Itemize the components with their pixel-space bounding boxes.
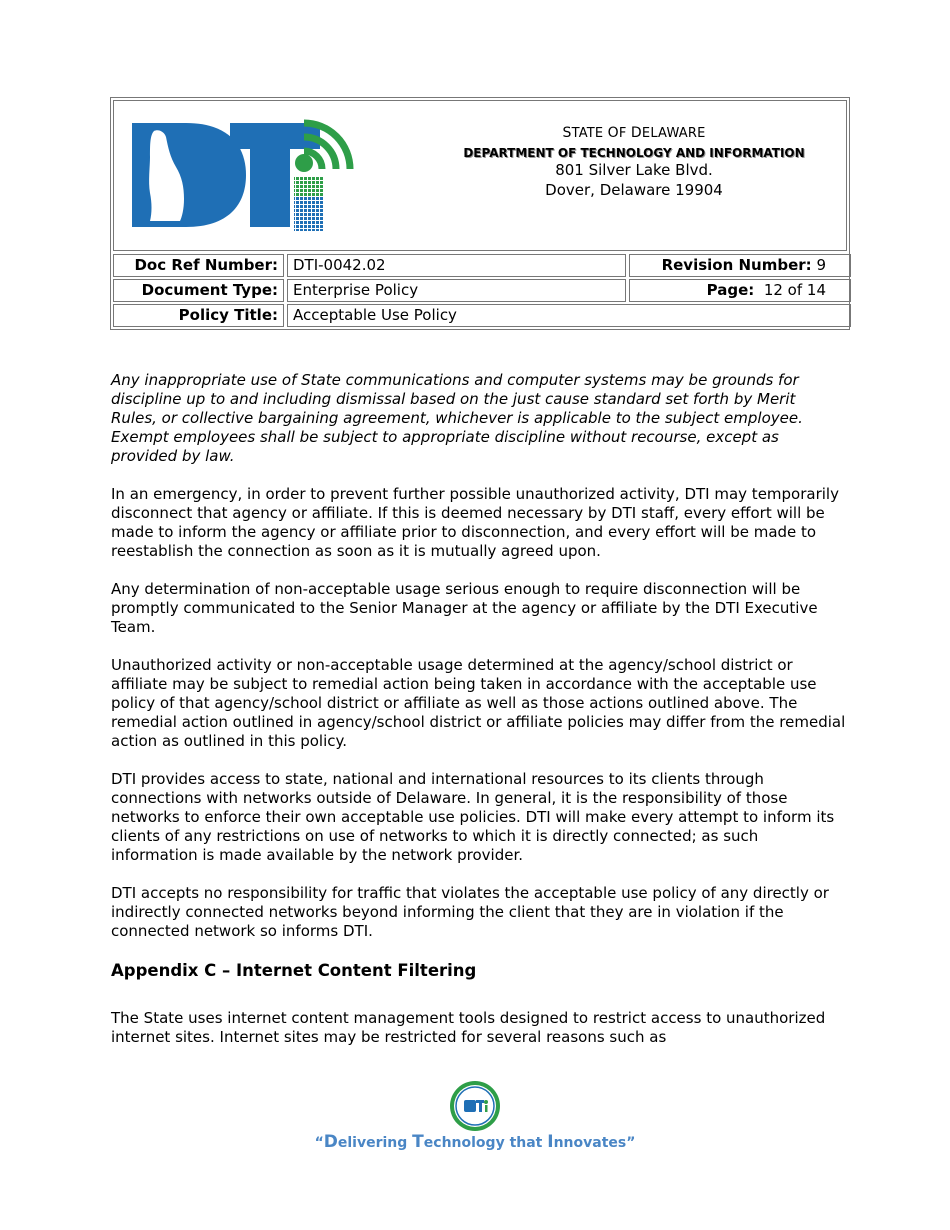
paragraph-unauthorized-activity: Unauthorized activity or non-acceptable usage determined at the agency/school district or affiliate may be subject to remedial action being taken in accordance with the acceptable use policy of that agency/school district or affiliate as well as those actions outlined above. The remedial action outlined in agency/school district or affiliate policies may differ from the remedial action as outlined in this policy. (111, 656, 846, 750)
policy-title-label: Policy Title: (113, 304, 284, 327)
paragraph-content-filtering: The State uses internet content management tools designed to restrict access to unauthorized internet sites. Internet sites may be restricted for several reasons such as (111, 1009, 826, 1046)
document-body (111, 371, 846, 1066)
paragraph-discipline: Any inappropriate use of State communications and computer systems may be grounds for discipline up to and including dismissal based on the just cause standard set forth by Merit Rules, or collective bargaining agreement, whichever is applicable to the subject employee. Exempt employees shall be subject to appropriate discipline without recourse, except as provided by law. (111, 371, 803, 465)
dti-logo-icon (128, 117, 354, 233)
paragraph-responsibility: DTI accepts no responsibility for traffic that violates the acceptable use policy of any directly or indirectly connected networks beyond informing the client that they are in violation if the connected network so informs DTI. (111, 884, 829, 940)
revision-label: Revision Number: (661, 256, 812, 274)
paragraph-access-resources: DTI provides access to state, national and international resources to its clients through connections with networks outside of Delaware. In general, it is the responsibility of those networks to enforce their own acceptable use policies. DTI will make every attempt to inform its clients of any restrictions on use of networks to which it is directly connected; as such information is made available by the network provider. (111, 770, 835, 864)
document-header (110, 97, 850, 330)
doc-ref-value: DTI-0042.02 (287, 254, 626, 277)
appendix-c-heading: Appendix C – Internet Content Filtering (111, 961, 477, 980)
organization-address (434, 125, 834, 200)
paragraph-emergency: In an emergency, in order to prevent further possible unauthorized activity, DTI may temporarily disconnect that agency or affiliate. If this is deemed necessary by DTI staff, every effort will be made to inform the agency or affiliate prior to disconnection, and every effort will be made to reestablish the connection as soon as it is mutually agreed upon. (111, 485, 839, 560)
doc-type-label: Document Type: (113, 279, 284, 302)
paragraph-determination: Any determination of non-acceptable usage serious enough to require disconnection will be promptly communicated to the Senior Manager at the agency or affiliate by the DTI Executive Team. (111, 580, 818, 636)
dti-seal-icon (449, 1080, 501, 1132)
page-value: 12 of 14 (763, 281, 826, 299)
policy-title-row (113, 304, 847, 327)
footer-tagline: “Delivering Technology that Innovates” (314, 1132, 636, 1152)
policy-title-value: Acceptable Use Policy (287, 304, 851, 327)
doc-type-row (113, 279, 847, 302)
doc-type-value: Enterprise Policy (287, 279, 626, 302)
doc-ref-label: Doc Ref Number: (113, 254, 284, 277)
page-label: Page: (706, 281, 755, 299)
doc-ref-row (113, 254, 847, 277)
state-name: STATE OF DELAWARE (562, 125, 706, 141)
department-name: DEPARTMENT OF TECHNOLOGY AND INFORMATION (463, 146, 805, 160)
address-line-2: Dover, Delaware 19904 (545, 181, 723, 199)
revision-value: 9 (816, 256, 826, 274)
revision-cell (629, 254, 851, 277)
address-line-1: 801 Silver Lake Blvd. (555, 161, 713, 179)
header-banner (113, 100, 847, 251)
page-cell (629, 279, 851, 302)
